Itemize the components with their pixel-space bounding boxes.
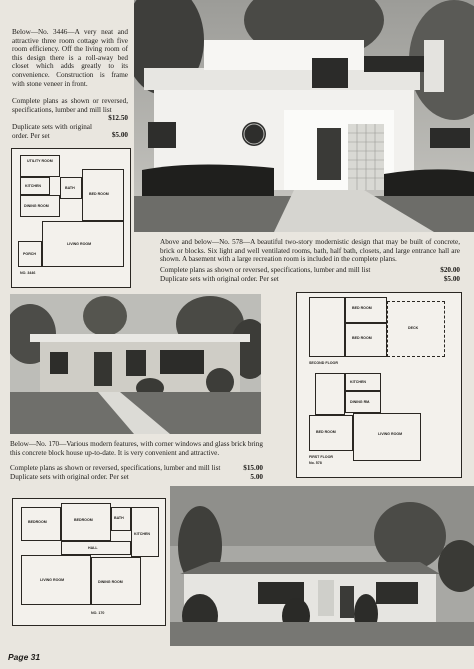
- plan-578-prices: [160, 266, 460, 284]
- first-floor-hall: [315, 373, 345, 415]
- plan-578-dup-price: $5.00: [443, 275, 460, 283]
- plan-3446-dup-price: $5.00: [111, 131, 128, 140]
- living-room: LIVING ROOM: [21, 555, 91, 605]
- second-floor-hall: [309, 297, 345, 357]
- plan-170-description: Below—No. 170—Various modern features, with corner windows and glass brick bring this concrete block house up-to-date. It is very convenient and attractive.: [10, 440, 263, 457]
- first-floor-bed-room: BED ROOM: [309, 415, 353, 451]
- plan-170-dup-price: 5.00: [250, 473, 263, 481]
- living-room: LIVING ROOM: [353, 413, 421, 461]
- bath: BATH: [60, 177, 82, 199]
- house-170-photo: [10, 294, 261, 434]
- plan-170-prices: [10, 464, 263, 482]
- first-floor-label: FIRST FLOOR: [309, 455, 333, 459]
- plan-578-floor-plan: [296, 292, 462, 478]
- plan-3446-floor-plan: [11, 148, 131, 288]
- plan-578-number: No. 578: [309, 461, 322, 465]
- plan-3446-description: Below—No. 3446—A very neat and attractive three room cottage with five room efficiency. Off the living room of this design there is a roll-away bed closet which adds greatly to its convenience. Construction is frame with stone veneer in front.: [12, 28, 128, 88]
- house-578-photo: [134, 0, 474, 232]
- plan-3446-plans-line: Complete plans as shown or reversed, specifications, lumber and mill list: [12, 97, 128, 114]
- bedroom-1: BEDROOM: [21, 507, 61, 541]
- porch: PORCH: [18, 241, 42, 267]
- kitchen: KITCHEN: [20, 177, 50, 195]
- plan-3446-plans-price: $12.50: [108, 114, 128, 123]
- plan-3446-prices: [12, 97, 128, 140]
- bath: BATH: [111, 507, 131, 531]
- second-floor-bed-room-1: BED ROOM: [345, 297, 387, 323]
- bedroom-2: BEDROOM: [61, 503, 111, 541]
- living-room: LIVING ROOM: [42, 221, 124, 267]
- plan-578-dup-line: Duplicate sets with original order. Per set: [160, 275, 279, 283]
- second-floor-label: SECOND FLOOR: [309, 361, 338, 365]
- bed-room: BED ROOM: [82, 169, 124, 221]
- plan-170-plans-price: $15.00: [243, 464, 263, 472]
- plan-578-plans-price: $20.00: [440, 266, 460, 274]
- deck: DECK: [387, 301, 445, 357]
- plan-170-dup-line: Duplicate sets with original order. Per set: [10, 473, 129, 481]
- plan-578-plans-line: Complete plans as shown or reversed, specifications, lumber and mill list: [160, 266, 371, 274]
- house-170-street-photo: [170, 486, 474, 646]
- plan-3446-dup-line: Duplicate sets with original order. Per set: [12, 123, 92, 140]
- page-number: Page 31: [8, 652, 41, 662]
- plan-578-description: Above and below—No. 578—A beautiful two-story modernistic design that may be built of concrete, brick or blocks. Six light and well ventilated rooms, bath, half bath, closets, and large entrance hall are shown. A basement with a large recreation room is included in the complete plans.: [160, 238, 460, 264]
- kitchen: KITCHEN: [131, 507, 159, 557]
- dining-room: DINING ROOM: [91, 557, 141, 605]
- plan-170-floor-plan: [12, 498, 166, 626]
- second-floor-bed-room-2: BED ROOM: [345, 323, 387, 357]
- kitchen: KITCHEN: [345, 373, 381, 391]
- plan-170-number: NO. 170: [91, 611, 105, 615]
- plan-3446-number: NO. 3446: [20, 271, 36, 275]
- hall: HALL: [61, 541, 131, 555]
- plan-170-plans-line: Complete plans as shown or reversed, specifications, lumber and mill list: [10, 464, 221, 472]
- utility-room: UTILITY ROOM: [20, 155, 60, 177]
- dining-room: DINING RM.: [345, 391, 381, 413]
- dining-room: DINING ROOM: [20, 195, 60, 217]
